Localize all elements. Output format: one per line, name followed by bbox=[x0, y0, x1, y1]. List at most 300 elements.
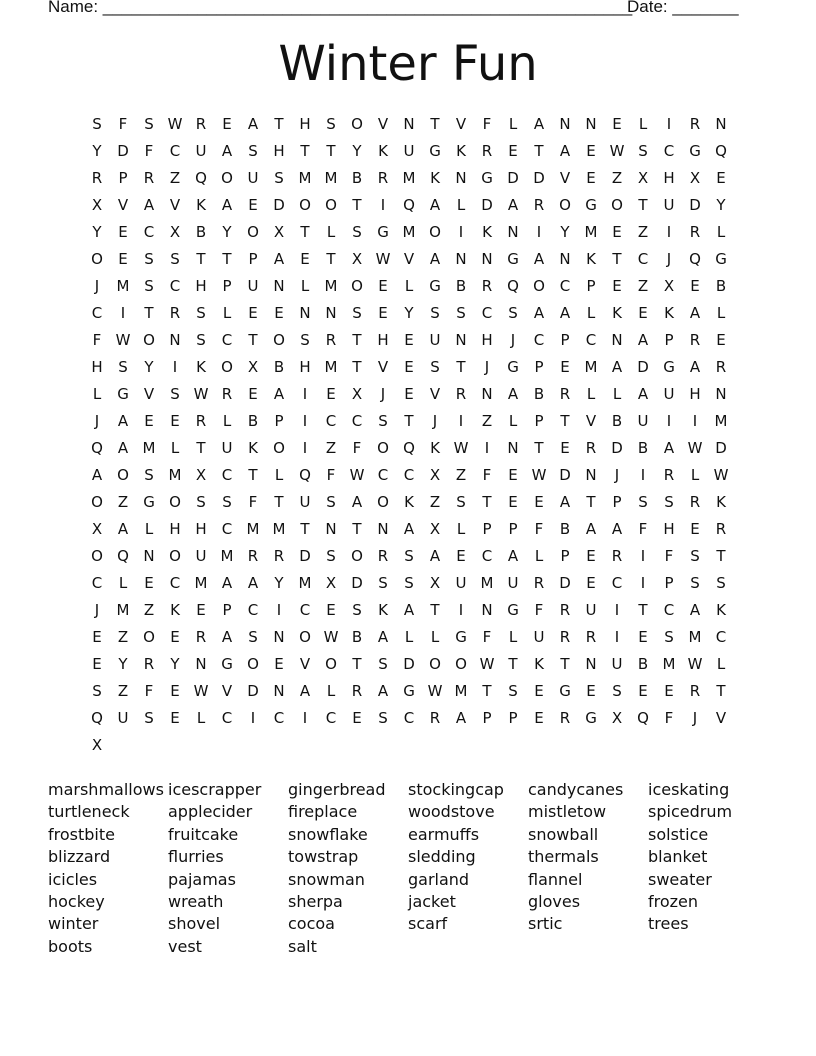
grid-cell[interactable]: L bbox=[586, 304, 596, 322]
grid-cell[interactable]: T bbox=[638, 601, 648, 619]
grid-cell[interactable]: O bbox=[143, 331, 155, 349]
grid-cell[interactable]: P bbox=[118, 169, 128, 187]
grid-cell[interactable]: L bbox=[534, 547, 544, 565]
grid-cell[interactable]: Y bbox=[716, 196, 726, 214]
grid-cell[interactable]: G bbox=[585, 196, 597, 214]
grid-cell[interactable]: U bbox=[195, 547, 207, 565]
grid-cell[interactable]: N bbox=[403, 115, 415, 133]
grid-cell[interactable]: I bbox=[302, 412, 308, 430]
grid-cell[interactable]: X bbox=[611, 709, 623, 727]
grid-cell[interactable]: M bbox=[324, 277, 338, 295]
grid-cell[interactable]: I bbox=[692, 412, 698, 430]
grid-cell[interactable]: M bbox=[584, 223, 598, 241]
grid-cell[interactable]: S bbox=[300, 331, 310, 349]
grid-cell[interactable]: T bbox=[274, 115, 284, 133]
grid-cell[interactable]: A bbox=[689, 304, 701, 322]
grid-cell[interactable]: I bbox=[640, 574, 646, 592]
grid-cell[interactable]: E bbox=[612, 277, 622, 295]
grid-cell[interactable]: F bbox=[534, 601, 544, 619]
grid-cell[interactable]: T bbox=[404, 412, 414, 430]
grid-cell[interactable]: M bbox=[688, 628, 702, 646]
grid-cell[interactable]: G bbox=[507, 601, 519, 619]
grid-cell[interactable]: C bbox=[663, 601, 675, 619]
grid-cell[interactable]: J bbox=[510, 331, 516, 349]
grid-cell[interactable]: A bbox=[585, 520, 597, 538]
grid-cell[interactable]: R bbox=[481, 142, 493, 160]
grid-cell[interactable]: E bbox=[170, 628, 180, 646]
grid-cell[interactable]: W bbox=[713, 466, 729, 484]
grid-cell[interactable]: S bbox=[144, 466, 154, 484]
grid-cell[interactable]: T bbox=[352, 331, 362, 349]
grid-cell[interactable]: T bbox=[222, 250, 232, 268]
grid-cell[interactable]: R bbox=[533, 196, 545, 214]
grid-cell[interactable]: U bbox=[663, 385, 675, 403]
grid-cell[interactable]: U bbox=[221, 439, 233, 457]
grid-cell[interactable]: G bbox=[455, 628, 467, 646]
grid-cell[interactable]: Y bbox=[92, 142, 102, 160]
grid-cell[interactable]: R bbox=[689, 682, 701, 700]
grid-cell[interactable]: T bbox=[482, 682, 492, 700]
grid-cell[interactable]: S bbox=[456, 304, 466, 322]
grid-cell[interactable]: C bbox=[637, 250, 649, 268]
grid-cell[interactable]: N bbox=[611, 331, 623, 349]
grid-cell[interactable]: K bbox=[534, 655, 544, 673]
grid-cell[interactable]: B bbox=[611, 412, 623, 430]
grid-cell[interactable]: T bbox=[352, 196, 362, 214]
grid-cell[interactable]: K bbox=[378, 142, 388, 160]
grid-cell[interactable]: P bbox=[482, 520, 492, 538]
grid-cell[interactable]: L bbox=[430, 628, 440, 646]
grid-cell[interactable]: C bbox=[351, 412, 363, 430]
grid-cell[interactable]: L bbox=[456, 196, 466, 214]
grid-cell[interactable]: B bbox=[247, 412, 259, 430]
grid-cell[interactable]: U bbox=[611, 655, 623, 673]
grid-cell[interactable]: O bbox=[429, 655, 441, 673]
grid-cell[interactable]: S bbox=[716, 574, 726, 592]
grid-cell[interactable]: C bbox=[377, 466, 389, 484]
grid-cell[interactable]: C bbox=[169, 277, 181, 295]
grid-cell[interactable]: R bbox=[455, 385, 467, 403]
grid-cell[interactable]: T bbox=[196, 250, 206, 268]
grid-cell[interactable]: P bbox=[612, 493, 622, 511]
grid-cell[interactable]: A bbox=[429, 196, 441, 214]
grid-cell[interactable]: U bbox=[247, 277, 259, 295]
grid-cell[interactable]: L bbox=[638, 115, 648, 133]
grid-cell[interactable]: T bbox=[430, 115, 440, 133]
grid-cell[interactable]: E bbox=[118, 223, 128, 241]
grid-cell[interactable]: A bbox=[221, 196, 233, 214]
grid-cell[interactable]: D bbox=[559, 466, 571, 484]
grid-cell[interactable]: A bbox=[663, 439, 675, 457]
grid-cell[interactable]: R bbox=[533, 574, 545, 592]
grid-cell[interactable]: B bbox=[195, 223, 207, 241]
grid-cell[interactable]: L bbox=[300, 277, 310, 295]
grid-cell[interactable]: B bbox=[637, 439, 649, 457]
grid-cell[interactable]: N bbox=[559, 250, 571, 268]
date-field-label[interactable]: Date: _______ bbox=[627, 0, 739, 16]
grid-cell[interactable]: S bbox=[144, 115, 154, 133]
grid-cell[interactable]: M bbox=[116, 277, 130, 295]
grid-cell[interactable]: R bbox=[195, 628, 207, 646]
grid-cell[interactable]: E bbox=[716, 169, 726, 187]
grid-cell[interactable]: X bbox=[273, 223, 285, 241]
grid-cell[interactable]: V bbox=[221, 682, 233, 700]
grid-cell[interactable]: A bbox=[377, 628, 389, 646]
grid-cell[interactable]: W bbox=[349, 466, 365, 484]
grid-cell[interactable]: A bbox=[533, 115, 545, 133]
grid-cell[interactable]: R bbox=[377, 169, 389, 187]
grid-cell[interactable]: A bbox=[429, 250, 441, 268]
grid-cell[interactable]: A bbox=[637, 331, 649, 349]
grid-cell[interactable]: G bbox=[689, 142, 701, 160]
grid-cell[interactable]: M bbox=[194, 574, 208, 592]
grid-cell[interactable]: S bbox=[378, 574, 388, 592]
grid-cell[interactable]: E bbox=[404, 385, 414, 403]
grid-cell[interactable]: D bbox=[247, 682, 259, 700]
grid-cell[interactable]: S bbox=[378, 709, 388, 727]
grid-cell[interactable]: S bbox=[144, 277, 154, 295]
grid-cell[interactable]: G bbox=[429, 277, 441, 295]
grid-cell[interactable]: L bbox=[404, 628, 414, 646]
grid-cell[interactable]: A bbox=[91, 466, 103, 484]
grid-cell[interactable]: B bbox=[715, 277, 727, 295]
grid-cell[interactable]: N bbox=[325, 520, 337, 538]
grid-cell[interactable]: S bbox=[144, 250, 154, 268]
grid-cell[interactable]: O bbox=[273, 331, 285, 349]
grid-cell[interactable]: S bbox=[430, 304, 440, 322]
grid-cell[interactable]: E bbox=[144, 412, 154, 430]
grid-cell[interactable]: C bbox=[533, 331, 545, 349]
grid-cell[interactable]: R bbox=[195, 412, 207, 430]
grid-cell[interactable]: E bbox=[586, 682, 596, 700]
grid-cell[interactable]: E bbox=[560, 439, 570, 457]
grid-cell[interactable]: A bbox=[247, 574, 259, 592]
grid-cell[interactable]: R bbox=[429, 709, 441, 727]
grid-cell[interactable]: E bbox=[586, 142, 596, 160]
name-field-label[interactable]: Name: ________________________________________________________ bbox=[48, 0, 633, 16]
grid-cell[interactable]: X bbox=[325, 574, 337, 592]
grid-cell[interactable]: P bbox=[508, 709, 518, 727]
grid-cell[interactable]: D bbox=[715, 439, 727, 457]
grid-cell[interactable]: A bbox=[559, 142, 571, 160]
grid-cell[interactable]: L bbox=[716, 655, 726, 673]
grid-cell[interactable]: Q bbox=[403, 439, 415, 457]
grid-cell[interactable]: A bbox=[273, 385, 285, 403]
grid-cell[interactable]: A bbox=[247, 115, 259, 133]
grid-cell[interactable]: I bbox=[302, 385, 308, 403]
grid-cell[interactable]: Z bbox=[637, 223, 649, 241]
grid-cell[interactable]: E bbox=[612, 223, 622, 241]
grid-cell[interactable]: C bbox=[169, 574, 181, 592]
grid-cell[interactable]: X bbox=[195, 466, 207, 484]
grid-cell[interactable]: O bbox=[429, 223, 441, 241]
grid-cell[interactable]: M bbox=[298, 574, 312, 592]
grid-cell[interactable]: P bbox=[560, 547, 570, 565]
grid-cell[interactable]: E bbox=[508, 466, 518, 484]
grid-cell[interactable]: C bbox=[247, 601, 259, 619]
grid-cell[interactable]: J bbox=[380, 385, 386, 403]
grid-cell[interactable]: A bbox=[611, 520, 623, 538]
grid-cell[interactable]: M bbox=[298, 169, 312, 187]
grid-cell[interactable]: R bbox=[351, 682, 363, 700]
grid-cell[interactable]: I bbox=[666, 115, 672, 133]
grid-cell[interactable]: A bbox=[559, 493, 571, 511]
grid-cell[interactable]: Y bbox=[560, 223, 570, 241]
grid-cell[interactable]: H bbox=[481, 331, 493, 349]
grid-cell[interactable]: D bbox=[117, 142, 129, 160]
grid-cell[interactable]: L bbox=[404, 277, 414, 295]
grid-cell[interactable]: T bbox=[430, 601, 440, 619]
grid-cell[interactable]: E bbox=[274, 304, 284, 322]
grid-cell[interactable]: H bbox=[299, 115, 311, 133]
grid-cell[interactable]: F bbox=[144, 142, 154, 160]
grid-cell[interactable]: R bbox=[221, 385, 233, 403]
grid-cell[interactable]: T bbox=[352, 358, 362, 376]
grid-cell[interactable]: U bbox=[117, 709, 129, 727]
grid-cell[interactable]: S bbox=[404, 547, 414, 565]
grid-cell[interactable]: A bbox=[533, 304, 545, 322]
grid-cell[interactable]: U bbox=[637, 412, 649, 430]
grid-cell[interactable]: R bbox=[377, 547, 389, 565]
grid-cell[interactable]: M bbox=[272, 520, 286, 538]
grid-cell[interactable]: V bbox=[585, 412, 597, 430]
grid-cell[interactable]: S bbox=[118, 358, 128, 376]
grid-cell[interactable]: A bbox=[429, 547, 441, 565]
grid-cell[interactable]: E bbox=[352, 709, 362, 727]
grid-cell[interactable]: E bbox=[690, 520, 700, 538]
grid-cell[interactable]: Z bbox=[455, 466, 467, 484]
grid-cell[interactable]: N bbox=[273, 682, 285, 700]
grid-cell[interactable]: C bbox=[663, 142, 675, 160]
grid-cell[interactable]: T bbox=[144, 304, 154, 322]
grid-cell[interactable]: B bbox=[455, 277, 467, 295]
grid-cell[interactable]: P bbox=[222, 601, 232, 619]
grid-cell[interactable]: C bbox=[221, 466, 233, 484]
grid-cell[interactable]: N bbox=[481, 385, 493, 403]
grid-cell[interactable]: J bbox=[484, 358, 490, 376]
grid-cell[interactable]: R bbox=[559, 709, 571, 727]
grid-cell[interactable]: U bbox=[247, 169, 259, 187]
grid-cell[interactable]: F bbox=[144, 682, 154, 700]
grid-cell[interactable]: Z bbox=[117, 493, 129, 511]
grid-cell[interactable]: C bbox=[715, 628, 727, 646]
grid-cell[interactable]: W bbox=[427, 682, 443, 700]
grid-cell[interactable]: S bbox=[196, 331, 206, 349]
grid-cell[interactable]: M bbox=[220, 547, 234, 565]
grid-cell[interactable]: Q bbox=[91, 709, 103, 727]
grid-cell[interactable]: E bbox=[326, 601, 336, 619]
grid-cell[interactable]: E bbox=[586, 169, 596, 187]
grid-cell[interactable]: S bbox=[638, 142, 648, 160]
grid-cell[interactable]: K bbox=[612, 304, 622, 322]
grid-cell[interactable]: I bbox=[666, 412, 672, 430]
grid-cell[interactable]: M bbox=[324, 169, 338, 187]
grid-cell[interactable]: P bbox=[222, 277, 232, 295]
grid-cell[interactable]: N bbox=[325, 304, 337, 322]
grid-cell[interactable]: T bbox=[534, 439, 544, 457]
grid-cell[interactable]: S bbox=[352, 304, 362, 322]
grid-cell[interactable]: E bbox=[534, 709, 544, 727]
grid-cell[interactable]: H bbox=[169, 520, 181, 538]
grid-cell[interactable]: T bbox=[326, 250, 336, 268]
grid-cell[interactable]: G bbox=[663, 358, 675, 376]
grid-cell[interactable]: A bbox=[377, 682, 389, 700]
grid-cell[interactable]: L bbox=[326, 223, 336, 241]
grid-cell[interactable]: F bbox=[664, 547, 674, 565]
grid-cell[interactable]: X bbox=[247, 358, 259, 376]
grid-cell[interactable]: U bbox=[507, 574, 519, 592]
grid-cell[interactable]: T bbox=[274, 493, 284, 511]
grid-cell[interactable]: A bbox=[221, 574, 233, 592]
grid-cell[interactable]: M bbox=[480, 574, 494, 592]
grid-cell[interactable]: Q bbox=[689, 250, 701, 268]
grid-cell[interactable]: O bbox=[455, 655, 467, 673]
grid-cell[interactable]: G bbox=[507, 358, 519, 376]
grid-cell[interactable]: A bbox=[117, 439, 129, 457]
grid-cell[interactable]: C bbox=[299, 601, 311, 619]
grid-cell[interactable]: S bbox=[430, 358, 440, 376]
grid-cell[interactable]: E bbox=[560, 358, 570, 376]
grid-cell[interactable]: O bbox=[91, 493, 103, 511]
grid-cell[interactable]: M bbox=[402, 223, 416, 241]
grid-cell[interactable]: E bbox=[300, 250, 310, 268]
grid-cell[interactable]: N bbox=[143, 547, 155, 565]
grid-cell[interactable]: O bbox=[91, 547, 103, 565]
grid-cell[interactable]: X bbox=[351, 385, 363, 403]
grid-cell[interactable]: P bbox=[482, 709, 492, 727]
grid-cell[interactable]: E bbox=[638, 682, 648, 700]
grid-cell[interactable]: Q bbox=[299, 466, 311, 484]
grid-cell[interactable]: T bbox=[248, 466, 258, 484]
grid-cell[interactable]: A bbox=[403, 520, 415, 538]
grid-cell[interactable]: W bbox=[167, 115, 183, 133]
grid-cell[interactable]: A bbox=[507, 547, 519, 565]
grid-cell[interactable]: S bbox=[326, 115, 336, 133]
grid-cell[interactable]: D bbox=[507, 169, 519, 187]
grid-cell[interactable]: L bbox=[716, 304, 726, 322]
grid-cell[interactable]: E bbox=[118, 250, 128, 268]
grid-cell[interactable]: E bbox=[534, 682, 544, 700]
grid-cell[interactable]: O bbox=[299, 196, 311, 214]
grid-cell[interactable]: C bbox=[91, 574, 103, 592]
grid-cell[interactable]: L bbox=[586, 385, 596, 403]
grid-cell[interactable]: V bbox=[559, 169, 571, 187]
grid-cell[interactable]: E bbox=[248, 304, 258, 322]
grid-cell[interactable]: E bbox=[92, 628, 102, 646]
grid-cell[interactable]: X bbox=[663, 277, 675, 295]
grid-cell[interactable]: A bbox=[559, 304, 571, 322]
grid-cell[interactable]: H bbox=[91, 358, 103, 376]
grid-cell[interactable]: I bbox=[302, 709, 308, 727]
grid-cell[interactable]: O bbox=[91, 250, 103, 268]
grid-cell[interactable]: E bbox=[274, 655, 284, 673]
grid-cell[interactable]: M bbox=[662, 655, 676, 673]
grid-cell[interactable]: P bbox=[508, 520, 518, 538]
grid-cell[interactable]: K bbox=[404, 493, 414, 511]
grid-cell[interactable]: S bbox=[170, 385, 180, 403]
grid-cell[interactable]: G bbox=[221, 655, 233, 673]
grid-cell[interactable]: O bbox=[143, 628, 155, 646]
grid-cell[interactable]: T bbox=[508, 655, 518, 673]
grid-cell[interactable]: Z bbox=[169, 169, 181, 187]
grid-cell[interactable]: E bbox=[248, 385, 258, 403]
grid-cell[interactable]: L bbox=[92, 385, 102, 403]
grid-cell[interactable]: D bbox=[403, 655, 415, 673]
grid-cell[interactable]: C bbox=[611, 574, 623, 592]
grid-cell[interactable]: I bbox=[640, 547, 646, 565]
grid-cell[interactable]: I bbox=[614, 601, 620, 619]
grid-cell[interactable]: A bbox=[117, 520, 129, 538]
grid-cell[interactable]: Y bbox=[144, 358, 154, 376]
grid-cell[interactable]: D bbox=[559, 574, 571, 592]
grid-cell[interactable]: T bbox=[638, 196, 648, 214]
grid-cell[interactable]: J bbox=[432, 412, 438, 430]
grid-cell[interactable]: Q bbox=[715, 142, 727, 160]
grid-cell[interactable]: A bbox=[507, 385, 519, 403]
grid-cell[interactable]: L bbox=[196, 709, 206, 727]
grid-cell[interactable]: U bbox=[585, 601, 597, 619]
grid-cell[interactable]: S bbox=[326, 493, 336, 511]
grid-cell[interactable]: I bbox=[120, 304, 126, 322]
grid-cell[interactable]: I bbox=[484, 439, 490, 457]
grid-cell[interactable]: W bbox=[323, 628, 339, 646]
grid-cell[interactable]: G bbox=[143, 493, 155, 511]
grid-cell[interactable]: R bbox=[663, 466, 675, 484]
grid-cell[interactable]: O bbox=[351, 277, 363, 295]
grid-cell[interactable]: Z bbox=[117, 682, 129, 700]
grid-cell[interactable]: A bbox=[455, 709, 467, 727]
grid-cell[interactable]: C bbox=[403, 709, 415, 727]
grid-cell[interactable]: U bbox=[533, 628, 545, 646]
grid-cell[interactable]: E bbox=[248, 196, 258, 214]
grid-cell[interactable]: Z bbox=[429, 493, 441, 511]
grid-cell[interactable]: Q bbox=[195, 169, 207, 187]
grid-cell[interactable]: E bbox=[326, 385, 336, 403]
grid-cell[interactable]: K bbox=[716, 601, 726, 619]
grid-cell[interactable]: N bbox=[715, 385, 727, 403]
grid-cell[interactable]: I bbox=[172, 358, 178, 376]
grid-cell[interactable]: P bbox=[664, 574, 674, 592]
grid-cell[interactable]: C bbox=[481, 547, 493, 565]
grid-cell[interactable]: U bbox=[455, 574, 467, 592]
grid-cell[interactable]: L bbox=[612, 385, 622, 403]
grid-cell[interactable]: O bbox=[299, 628, 311, 646]
grid-cell[interactable]: E bbox=[196, 601, 206, 619]
grid-cell[interactable]: A bbox=[117, 412, 129, 430]
grid-cell[interactable]: O bbox=[325, 196, 337, 214]
grid-cell[interactable]: L bbox=[222, 304, 232, 322]
grid-cell[interactable]: Q bbox=[91, 439, 103, 457]
grid-cell[interactable]: D bbox=[611, 439, 623, 457]
grid-cell[interactable]: P bbox=[560, 331, 570, 349]
grid-cell[interactable]: E bbox=[378, 304, 388, 322]
grid-cell[interactable]: R bbox=[91, 169, 103, 187]
grid-cell[interactable]: O bbox=[273, 439, 285, 457]
grid-cell[interactable]: O bbox=[221, 358, 233, 376]
grid-cell[interactable]: A bbox=[273, 250, 285, 268]
grid-cell[interactable]: S bbox=[196, 493, 206, 511]
grid-cell[interactable]: I bbox=[276, 601, 282, 619]
grid-cell[interactable]: C bbox=[559, 277, 571, 295]
grid-cell[interactable]: Y bbox=[274, 574, 284, 592]
grid-cell[interactable]: Z bbox=[637, 277, 649, 295]
grid-cell[interactable]: W bbox=[115, 331, 131, 349]
grid-cell[interactable]: S bbox=[664, 493, 674, 511]
grid-cell[interactable]: N bbox=[585, 466, 597, 484]
grid-cell[interactable]: C bbox=[91, 304, 103, 322]
grid-cell[interactable]: S bbox=[352, 601, 362, 619]
grid-cell[interactable]: S bbox=[222, 493, 232, 511]
